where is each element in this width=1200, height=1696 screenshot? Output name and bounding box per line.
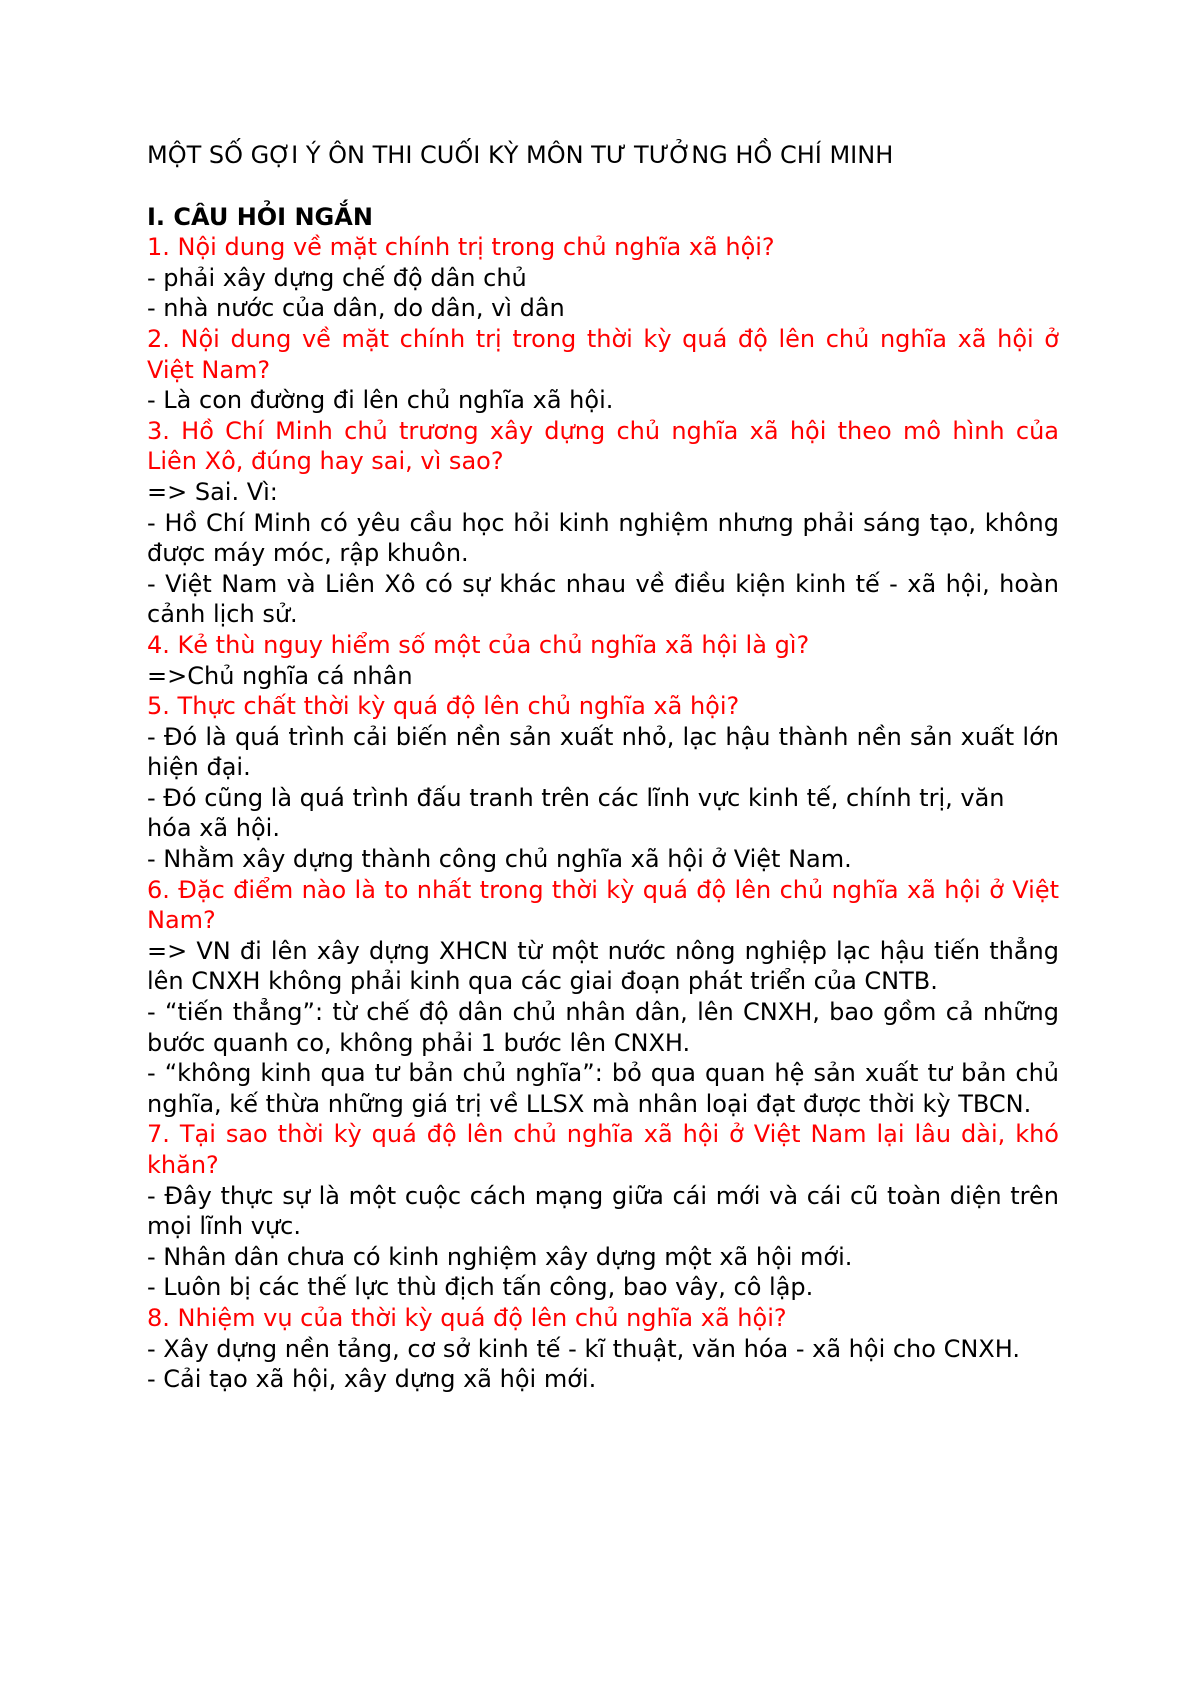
answer-text: - Xây dựng nền tảng, cơ sở kinh tế - kĩ thuật, văn hóa - xã hội cho CNXH. (147, 1334, 1020, 1363)
document-body (147, 232, 1059, 1395)
answer-text: => Sai. Vì: (147, 477, 278, 506)
question-text: 6. Đặc điểm nào là to nhất trong thời kỳ quá độ lên chủ nghĩa xã hội ở Việt Nam? (147, 875, 1059, 935)
question-text: 7. Tại sao thời kỳ quá độ lên chủ nghĩa xã hội ở Việt Nam lại lâu dài, khó khăn? (147, 1120, 1059, 1179)
answer-text: - Luôn bị các thế lực thù địch tấn công, bao vây, cô lập. (147, 1273, 814, 1302)
question-text: 5. Thực chất thời kỳ quá độ lên chủ nghĩa xã hội? (147, 692, 740, 721)
answer-text: => VN đi lên xây dựng XHCN từ một nước nông nghiệp lạc hậu tiến thẳng lên CNXH không phải kinh qua các giai đoạn phát triển của CNTB. (147, 936, 1059, 996)
question-text: 4. Kẻ thù nguy hiểm số một của chủ nghĩa xã hội là gì? (147, 630, 810, 659)
question-text: 8. Nhiệm vụ của thời kỳ quá độ lên chủ nghĩa xã hội? (147, 1303, 787, 1332)
answer-text: - Nhằm xây dựng thành công chủ nghĩa xã hội ở Việt Nam. (147, 845, 852, 874)
document-title: MỘT SỐ GỢI Ý ÔN THI CUỐI KỲ MÔN TƯ TƯỞNG HỒ CHÍ MINH (147, 141, 894, 169)
answer-text: - Đây thực sự là một cuộc cách mạng giữa cái mới và cái cũ toàn diện trên mọi lĩnh vực. (147, 1181, 1059, 1241)
answer-text: hóa xã hội. (147, 814, 280, 843)
answer-text: - “không kinh qua tư bản chủ nghĩa”: bỏ qua quan hệ sản xuất tư bản chủ nghĩa, kế thừa những giá trị về LLSX mà nhân loại đạt được thời kỳ TBCN. (147, 1059, 1059, 1118)
answer-text: - Hồ Chí Minh có yêu cầu học hỏi kinh nghiệm nhưng phải sáng tạo, không được máy móc, rập khuôn. (147, 508, 1059, 568)
answer-text: - Việt Nam và Liên Xô có sự khác nhau về điều kiện kinh tế - xã hội, hoàn cảnh lịch sử. (147, 569, 1059, 629)
answer-text: - Cải tạo xã hội, xây dựng xã hội mới. (147, 1365, 597, 1394)
answer-text: - phải xây dựng chế độ dân chủ (147, 263, 527, 292)
answer-text: - Đó cũng là quá trình đấu tranh trên các lĩnh vực kinh tế, chính trị, văn (147, 783, 1005, 812)
question-text: 3. Hồ Chí Minh chủ trương xây dựng chủ nghĩa xã hội theo mô hình của Liên Xô, đúng hay sai, vì sao? (147, 416, 1059, 476)
answer-text: - nhà nước của dân, do dân, vì dân (147, 294, 565, 323)
document-page (147, 140, 1059, 1395)
question-text: 1. Nội dung về mặt chính trị trong chủ nghĩa xã hội? (147, 233, 775, 262)
answer-text: - Nhân dân chưa có kinh nghiệm xây dựng một xã hội mới. (147, 1242, 853, 1271)
answer-text: - “tiến thẳng”: từ chế độ dân chủ nhân dân, lên CNXH, bao gồm cả những bước quanh co, không phải 1 bước lên CNXH. (147, 998, 1059, 1057)
answer-text: - Là con đường đi lên chủ nghĩa xã hội. (147, 386, 614, 415)
answer-text: - Đó là quá trình cải biến nền sản xuất nhỏ, lạc hậu thành nền sản xuất lớn hiện đại. (147, 722, 1059, 782)
section-heading: I. CÂU HỎI NGẮN (147, 202, 373, 231)
answer-text: =>Chủ nghĩa cá nhân (147, 661, 413, 690)
question-text: 2. Nội dung về mặt chính trị trong thời kỳ quá độ lên chủ nghĩa xã hội ở Việt Nam? (147, 324, 1059, 384)
